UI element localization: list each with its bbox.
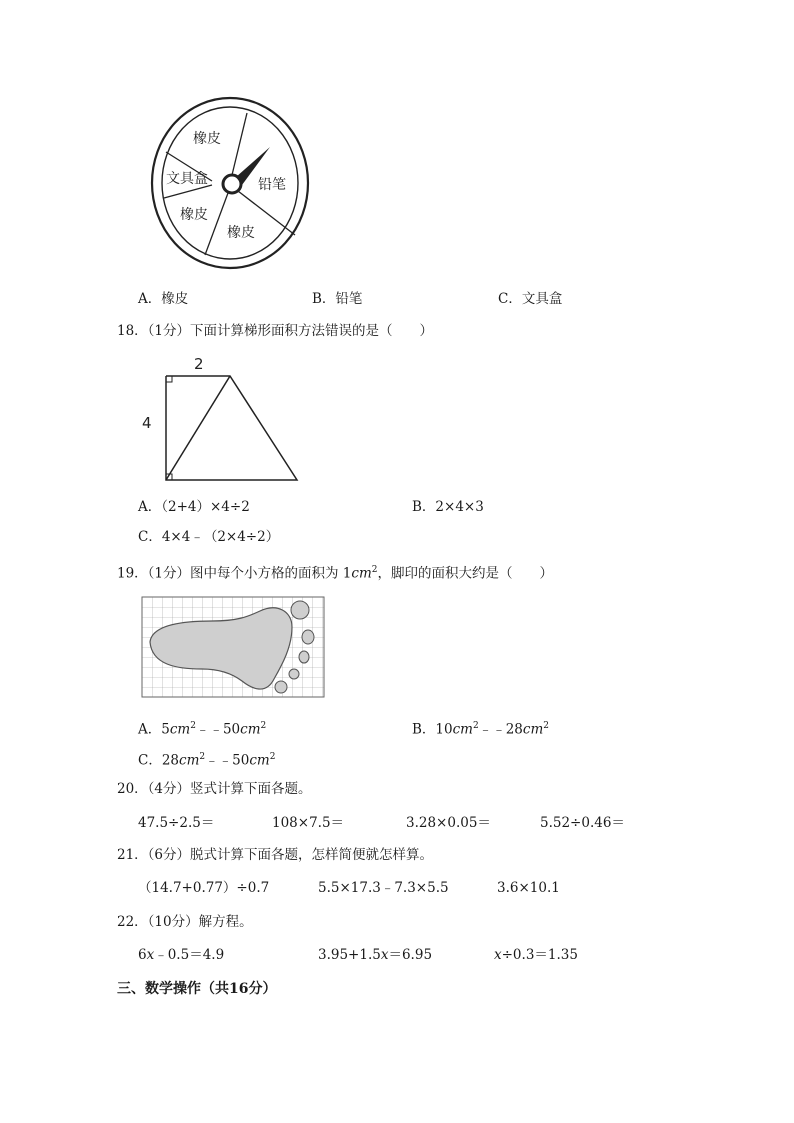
unit: cm xyxy=(179,752,200,769)
spinner-sector-label: 铅笔 xyxy=(258,177,286,193)
unit-exponent: 2 xyxy=(260,721,267,731)
option-b: B．2×4×3 xyxy=(412,499,484,515)
unit-exponent: 2 xyxy=(199,752,206,762)
section-heading: 三、数学操作（共16分） xyxy=(117,981,277,997)
equation-item xyxy=(494,946,578,964)
equation-item xyxy=(318,946,432,964)
footprint-grid-figure xyxy=(142,597,326,699)
unit: cm xyxy=(522,721,544,738)
question-19-stem xyxy=(117,561,553,583)
trapezoid-side-label: 4 xyxy=(142,414,152,432)
spinner-sector-label: 橡皮 xyxy=(227,225,255,241)
option-text: A．5 xyxy=(138,721,170,738)
option-text: C．28 xyxy=(138,752,180,769)
option-b: B．铅笔 xyxy=(312,291,363,307)
unit: cm xyxy=(169,721,191,738)
spinner-sector-label: 文具盒 xyxy=(166,171,208,187)
spinner-sector-label: 橡皮 xyxy=(193,131,221,147)
option-c: C．文具盒 xyxy=(498,291,563,307)
equation-text: ﹣0.5＝4.9 xyxy=(154,947,225,963)
calc-item: 3.6×10.1 xyxy=(497,880,560,896)
option-text: ﹣﹣50 xyxy=(195,721,241,738)
unit: cm xyxy=(249,752,270,769)
equation-text: ÷0.3＝1.35 xyxy=(501,947,578,963)
trapezoid-figure xyxy=(142,352,305,487)
equation-variable: x xyxy=(146,947,155,963)
calc-item: 3.28×0.05＝ xyxy=(406,815,491,831)
equation-text: ＝6.95 xyxy=(388,947,433,963)
calc-item: 5.52÷0.46＝ xyxy=(540,815,625,831)
question-20-stem: 20．（4分）竖式计算下面各题。 xyxy=(117,781,312,797)
unit-exponent: 2 xyxy=(371,565,378,575)
unit-exponent: 2 xyxy=(269,752,276,762)
option-a: A．（2+4）×4÷2 xyxy=(138,499,250,515)
equation-text: 6 xyxy=(138,947,147,963)
unit-exponent: 2 xyxy=(543,721,550,731)
option-text: B．10 xyxy=(412,721,453,738)
equation-item xyxy=(138,946,224,964)
option-b xyxy=(412,717,549,739)
unit: cm xyxy=(240,721,261,738)
option-a: A．橡皮 xyxy=(138,291,189,307)
question-22-stem: 22．（10分）解方程。 xyxy=(117,914,253,930)
unit: cm xyxy=(351,565,372,582)
option-c: C．4×4﹣（2×4÷2） xyxy=(138,529,280,545)
spinner-figure xyxy=(150,95,315,280)
unit-exponent: 2 xyxy=(472,721,479,731)
option-a xyxy=(138,717,266,739)
calc-item: （14.7+0.77）÷0.7 xyxy=(138,880,270,896)
question-21-stem: 21．（6分）脱式计算下面各题，怎样简便就怎样算。 xyxy=(117,847,434,863)
unit: cm xyxy=(452,721,473,738)
option-text: ﹣﹣28 xyxy=(478,721,523,738)
stem-text: ，脚印的面积大约是（ ） xyxy=(377,565,554,582)
equation-variable: x xyxy=(380,947,389,963)
unit-exponent: 2 xyxy=(190,721,196,731)
calc-item: 5.5×17.3﹣7.3×5.5 xyxy=(318,880,449,896)
spinner-sector-label: 橡皮 xyxy=(180,207,208,223)
option-c xyxy=(138,748,275,770)
stem-text: 19．（1分）图中每个小方格的面积为 1 xyxy=(117,565,352,582)
question-18-stem: 18．（1分）下面计算梯形面积方法错误的是（ ） xyxy=(117,323,434,339)
calc-item: 47.5÷2.5＝ xyxy=(138,815,215,831)
equation-variable: x xyxy=(494,947,502,963)
calc-item: 108×7.5＝ xyxy=(272,815,345,831)
option-text: ﹣﹣50 xyxy=(205,752,250,769)
trapezoid-top-label: 2 xyxy=(194,355,204,373)
equation-text: 3.95+1.5 xyxy=(318,947,381,963)
